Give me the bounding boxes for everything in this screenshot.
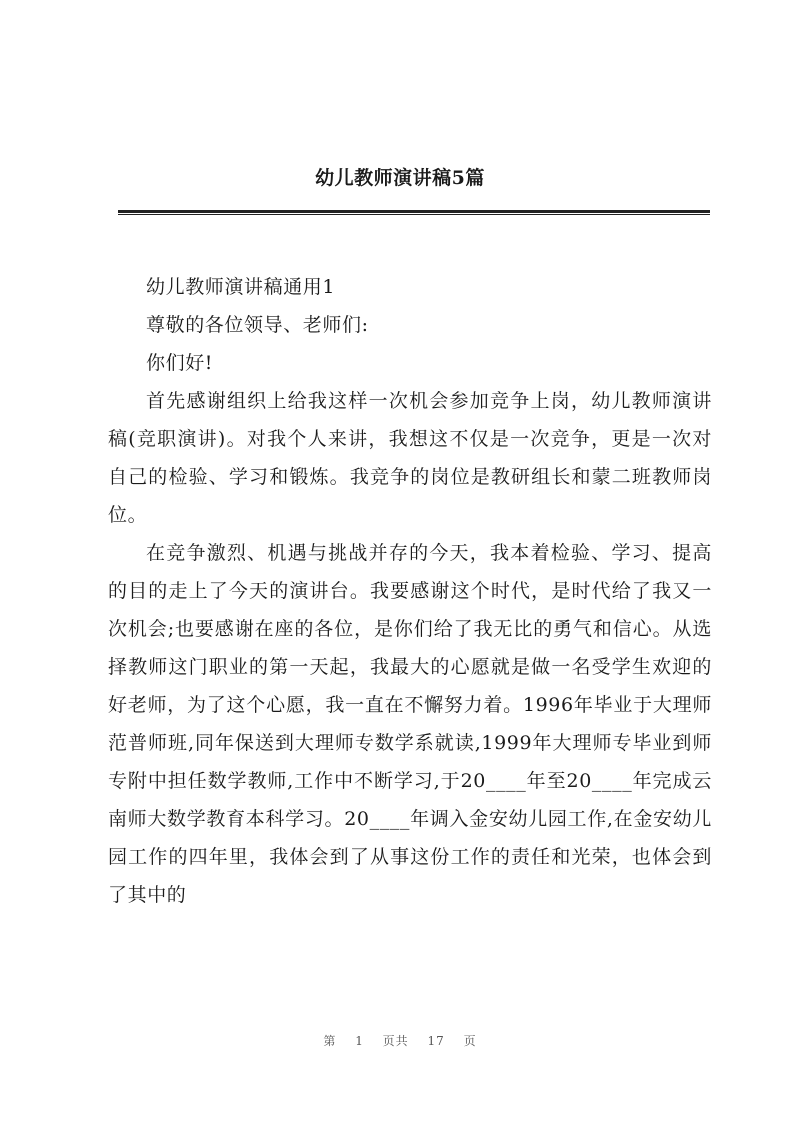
body-paragraph: 首先感谢组织上给我这样一次机会参加竞争上岗，幼儿教师演讲稿(竞职演讲)。对我个人来讲，我想这不仅是一次竞争，更是一次对自己的检验、学习和锻炼。我竞争的岗位是教研组长和蒙二班教师岗位。 [108, 390, 712, 526]
title-divider [118, 210, 710, 213]
body-paragraph: 你们好! [146, 352, 214, 374]
body-paragraph: 尊敬的各位领导、老师们: [146, 314, 369, 336]
body-paragraph: 幼儿教师演讲稿通用1 [146, 276, 336, 298]
footer-prefix: 第 [323, 1034, 337, 1048]
page-footer [0, 1032, 800, 1049]
footer-suffix: 页 [463, 1034, 477, 1048]
footer-mid: 页共 [382, 1034, 409, 1048]
footer-total-pages: 17 [427, 1034, 445, 1048]
body-paragraph: 在竞争激烈、机遇与挑战并存的今天，我本着检验、学习、提高的目的走上了今天的演讲台。我要感谢这个时代，是时代给了我又一次机会;也要感谢在座的各位，是你们给了我无比的勇气和信心。从选择教师这门职业的第一天起，我最大的心愿就是做一名受学生欢迎的好老师，为了这个心愿，我一直在不懈努力着。1996年毕业于大理师范普师班,同年保送到大理师专数学系就读,1999年大理师专毕业到师专附中担任数学教师,工作中不断学习,于20____年至20____年完成云南师大数学教育本科学习。20____年调入金安幼儿园工作,在金安幼儿园工作的四年里，我体会到了从事这份工作的责任和光荣，也体会到了其中的 [108, 542, 712, 906]
document-title: 幼儿教师演讲稿5篇 [315, 167, 485, 189]
footer-page-number: 1 [355, 1034, 364, 1048]
document-body [108, 268, 712, 914]
